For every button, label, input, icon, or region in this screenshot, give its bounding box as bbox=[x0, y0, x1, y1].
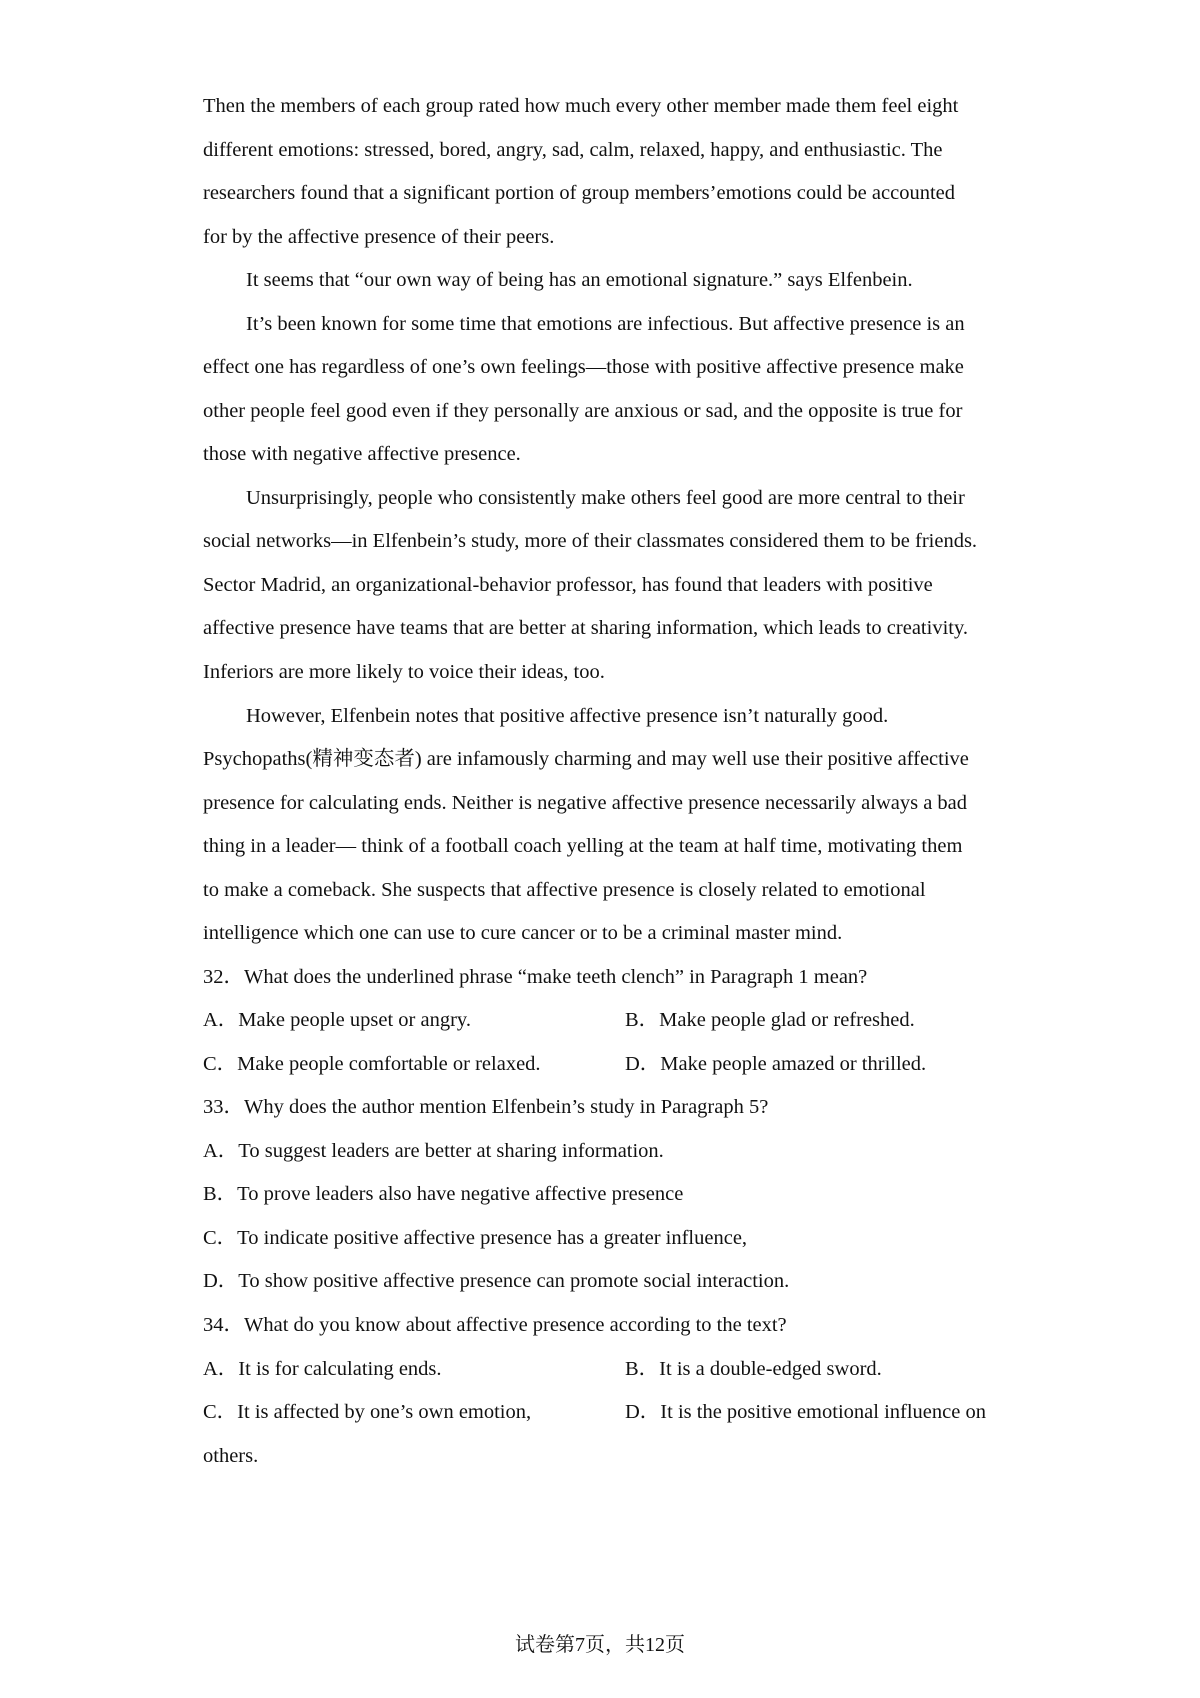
passage-line: social networks—in Elfenbein’s study, more of their classmates considered them to be friends. bbox=[203, 530, 978, 552]
passage-line: It seems that “our own way of being has an emotional signature.” says Elfenbein. bbox=[246, 269, 913, 291]
passage-line: to make a comeback. She suspects that affective presence is closely related to emotional bbox=[203, 879, 926, 901]
question-32-option-a: A．Make people upset or angry. bbox=[203, 1009, 471, 1031]
question-33-option-d: D．To show positive affective presence can promote social interaction. bbox=[203, 1270, 790, 1292]
passage-line: Sector Madrid, an organizational-behavior professor, has found that leaders with positive bbox=[203, 574, 933, 596]
passage-line: affective presence have teams that are better at sharing information, which leads to creativity. bbox=[203, 617, 969, 639]
question-34-option-c: C．It is affected by one’s own emotion, bbox=[203, 1401, 532, 1423]
passage-line: thing in a leader— think of a football coach yelling at the team at half time, motivating them bbox=[203, 835, 963, 857]
passage-line: However, Elfenbein notes that positive affective presence isn’t naturally good. bbox=[246, 705, 889, 727]
question-32-option-d: D．Make people amazed or thrilled. bbox=[625, 1053, 927, 1075]
question-34-option-d: D．It is the positive emotional influence on bbox=[625, 1401, 986, 1423]
passage-line: other people feel good even if they personally are anxious or sad, and the opposite is true for bbox=[203, 400, 963, 422]
question-32-option-b: B．Make people glad or refreshed. bbox=[625, 1009, 915, 1031]
passage-line: presence for calculating ends. Neither is negative affective presence necessarily always a bad bbox=[203, 792, 968, 814]
question-32-option-c: C．Make people comfortable or relaxed. bbox=[203, 1053, 541, 1075]
passage-line: Then the members of each group rated how much every other member made them feel eight bbox=[203, 95, 959, 117]
question-34-option-b: B．It is a double-edged sword. bbox=[625, 1358, 882, 1380]
passage-line: effect one has regardless of one’s own feelings—those with positive affective presence make bbox=[203, 356, 964, 378]
passage-line: Inferiors are more likely to voice their ideas, too. bbox=[203, 661, 605, 683]
passage-line: Psychopaths(精神变态者) are infamously charming and may well use their positive affective bbox=[203, 748, 969, 770]
question-34-option-d-continued: others. bbox=[203, 1445, 259, 1467]
question-33-stem: 33．Why does the author mention Elfenbein’s study in Paragraph 5? bbox=[203, 1096, 769, 1118]
passage-line: researchers found that a significant portion of group members’emotions could be accounted bbox=[203, 182, 955, 204]
page-footer: 试卷第7页，共12页 bbox=[515, 1634, 685, 1656]
passage-line: for by the affective presence of their peers. bbox=[203, 226, 555, 248]
passage-line: those with negative affective presence. bbox=[203, 443, 521, 465]
passage-line: Unsurprisingly, people who consistently make others feel good are more central to their bbox=[246, 487, 965, 509]
question-34-option-a: A．It is for calculating ends. bbox=[203, 1358, 442, 1380]
question-32-stem: 32．What does the underlined phrase “make teeth clench” in Paragraph 1 mean? bbox=[203, 966, 868, 988]
passage-line: It’s been known for some time that emotions are infectious. But affective presence is an bbox=[246, 313, 965, 335]
passage-line: intelligence which one can use to cure cancer or to be a criminal master mind. bbox=[203, 922, 843, 944]
passage-line: different emotions: stressed, bored, angry, sad, calm, relaxed, happy, and enthusiastic. The bbox=[203, 139, 943, 161]
question-34-stem: 34．What do you know about affective presence according to the text? bbox=[203, 1314, 787, 1336]
question-33-option-a: A．To suggest leaders are better at sharing information. bbox=[203, 1140, 664, 1162]
question-33-option-c: C．To indicate positive affective presence has a greater influence, bbox=[203, 1227, 748, 1249]
question-33-option-b: B．To prove leaders also have negative affective presence bbox=[203, 1183, 684, 1205]
